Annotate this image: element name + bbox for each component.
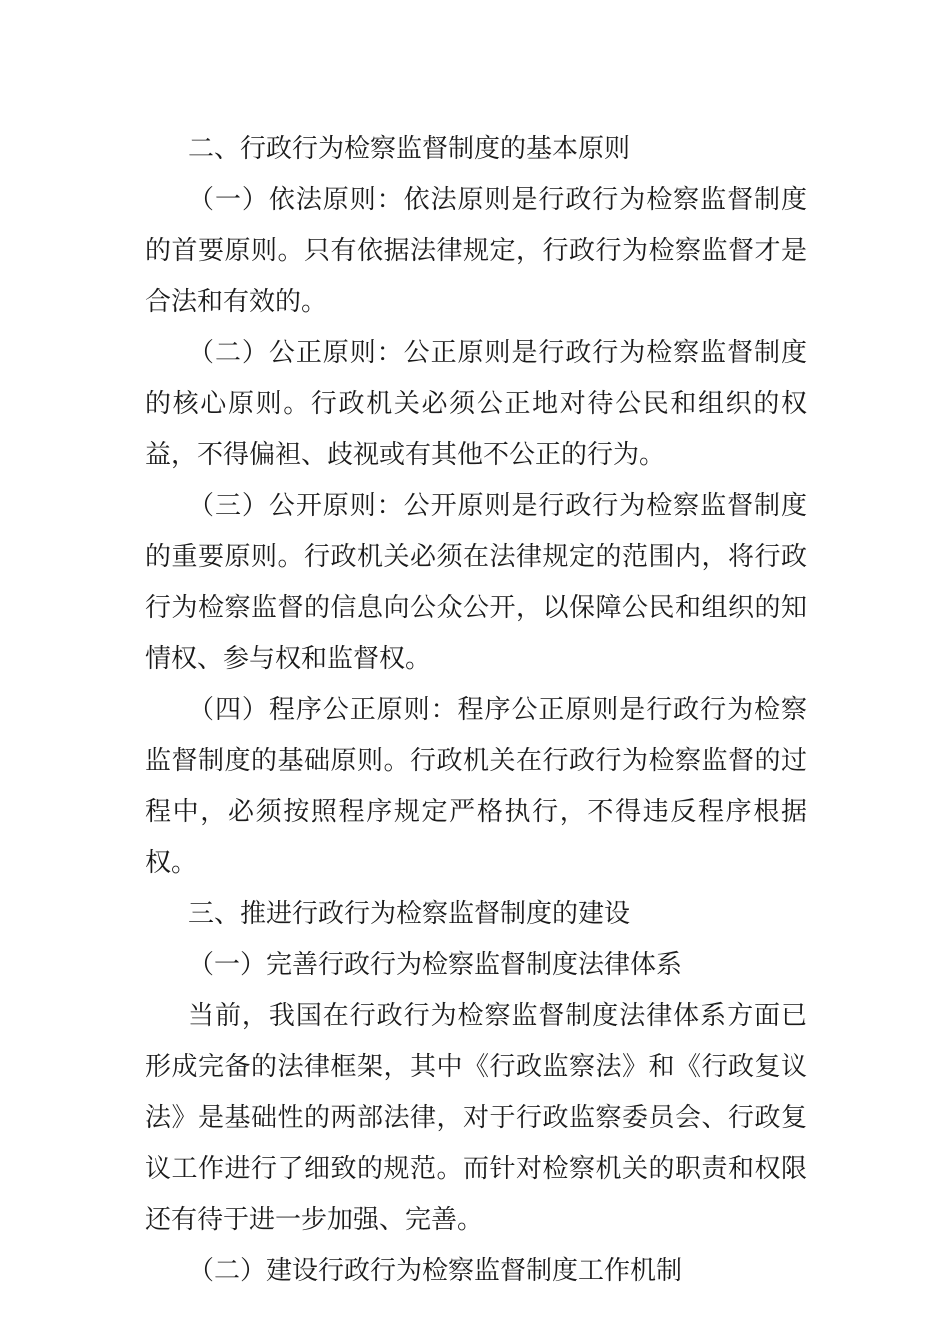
paragraph-fairness-principle: （二）公正原则：公正原则是行政行为检察监督制度的核心原则。行政机关必须公正地对待公民和组织的权益，不得偏袒、歧视或有其他不公正的行为。 (145, 338, 807, 470)
paragraph-openness-principle: （三）公开原则：公开原则是行政行为检察监督制度的重要原则。行政机关必须在法律规定的范围内，将行政行为检察监督的信息向公众公开，以保障公民和组织的知情权、参与权和监督权。 (145, 491, 807, 674)
paragraph-legality-principle: （一）依法原则：依法原则是行政行为检察监督制度的首要原则。只有依据法律规定，行政行为检察监督才是合法和有效的。 (145, 185, 807, 317)
paragraph-procedural-fairness-principle: （四）程序公正原则：程序公正原则是行政行为检察监督制度的基础原则。行政机关在行政行为检察监督的过程中，必须按照程序规定严格执行，不得违反程序根据权。 (145, 695, 807, 878)
section-heading-construction: 三、推进行政行为检察监督制度的建设 (188, 899, 631, 929)
paragraph-legal-framework: 当前，我国在行政行为检察监督制度法律体系方面已形成完备的法律框架，其中《行政监察法》和《行政复议法》是基础性的两部法律，对于行政监察委员会、行政复议工作进行了细致的规范。而针对检察机关的职责和权限还有待于进一步加强、完善。 (145, 1001, 807, 1235)
subheading-work-mechanism: （二）建设行政行为检察监督制度工作机制 (188, 1256, 683, 1286)
subheading-legal-system: （一）完善行政行为检察监督制度法律体系 (188, 950, 683, 980)
section-heading-principles: 二、行政行为检察监督制度的基本原则 (188, 134, 631, 164)
document-body (145, 124, 807, 1297)
